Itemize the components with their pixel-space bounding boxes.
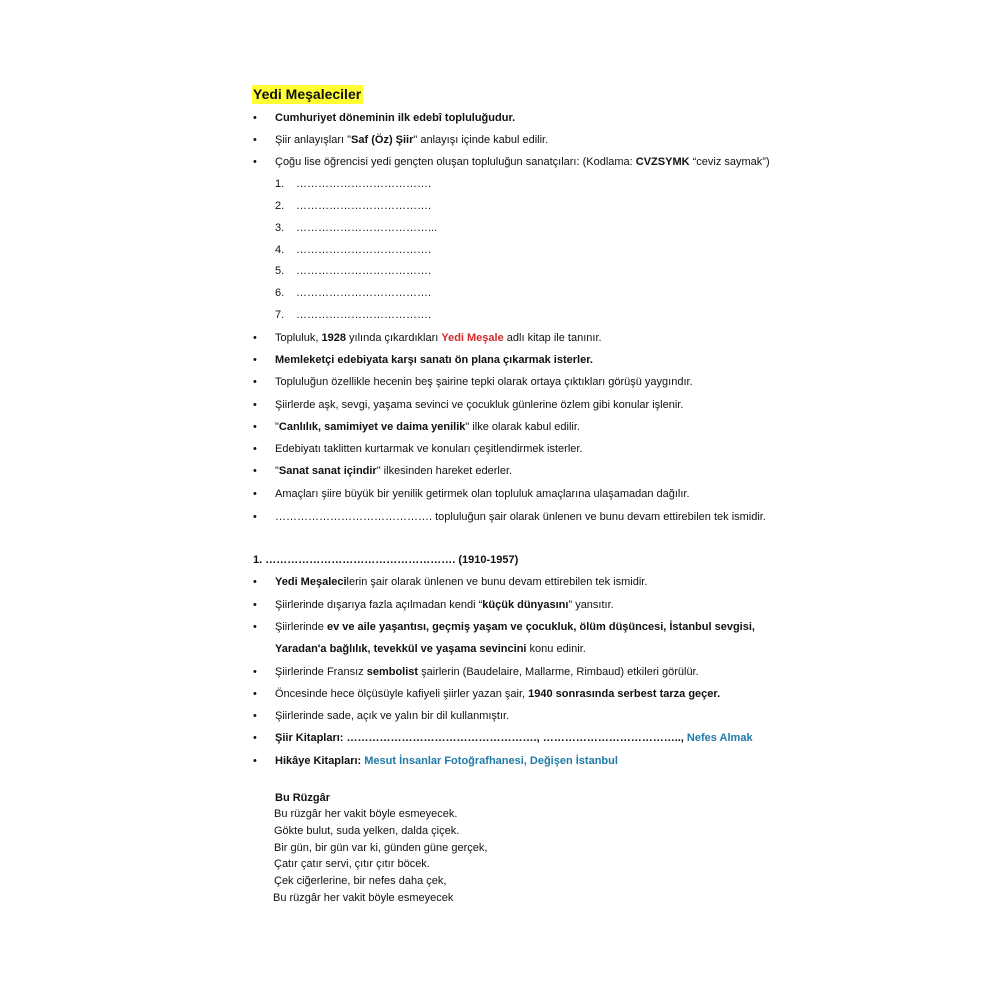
poem-line: Bu rüzgâr her vakit böyle esmeyecek. bbox=[274, 808, 458, 820]
bullet-icon: • bbox=[253, 488, 257, 500]
bullet-icon: • bbox=[253, 134, 257, 146]
list-item: • Topluluk, 1928 yılında çıkardıkları Yedi Meşale adlı kitap ile tanınır. bbox=[253, 332, 602, 344]
numbered-item: 5. ………………………………. bbox=[275, 265, 432, 277]
list-item: • Şiirlerinde dışarıya fazla açılmadan kendi “küçük dünyasını” yansıtır. bbox=[253, 599, 614, 611]
poem-line: Çatır çatır servi, çıtır çıtır böcek. bbox=[274, 858, 430, 870]
bullet-icon: • bbox=[253, 755, 257, 767]
list-item: • ……………………………………. topluluğun şair olarak ünlenen ve bunu devam ettirebilen tek ismidir. bbox=[253, 511, 766, 523]
bullet-icon: • bbox=[253, 112, 257, 124]
poem-line: Bir gün, bir gün var ki, günden güne gerçek, bbox=[274, 842, 488, 854]
list-item: • Şiirlerinde ev ve aile yaşantısı, geçmiş yaşam ve çocukluk, ölüm düşüncesi, İstanbul sevgisi, bbox=[253, 621, 755, 633]
list-item: • Şiirlerinde sade, açık ve yalın bir dil kullanmıştır. bbox=[253, 710, 510, 722]
list-item: • Yedi Meşalecilerin şair olarak ünlenen ve bunu devam ettirebilen tek ismidir. bbox=[253, 576, 648, 588]
list-item: • Çoğu lise öğrencisi yedi gençten oluşan topluluğun sanatçıları: (Kodlama: CVZSYMK “ceviz saymak”) bbox=[253, 156, 770, 168]
list-item: • Topluluğun özellikle hecenin beş şairine tepki olarak ortaya çıktıkları görüşü yaygındır. bbox=[253, 376, 693, 388]
bullet-icon: • bbox=[253, 354, 257, 366]
numbered-item: 1. ………………………………. bbox=[275, 178, 432, 190]
bullet-icon: • bbox=[253, 710, 257, 722]
list-item: • Şiirlerde aşk, sevgi, yaşama sevinci ve çocukluk günlerine özlem gibi konular işlenir. bbox=[253, 399, 684, 411]
numbered-item: 6. ………………………………. bbox=[275, 287, 432, 299]
numbered-item: 2. ………………………………. bbox=[275, 200, 432, 212]
numbered-item: 7. ………………………………. bbox=[275, 309, 432, 321]
list-item: • Amaçları şiire büyük bir yenilik getirmek olan topluluk amaçlarına ulaşamadan dağılır. bbox=[253, 488, 690, 500]
bullet-icon: • bbox=[253, 332, 257, 344]
bullet-icon: • bbox=[253, 399, 257, 411]
bullet-icon: • bbox=[253, 666, 257, 678]
poem-line: Bu rüzgâr her vakit böyle esmeyecek bbox=[273, 892, 454, 904]
bullet-icon: • bbox=[253, 732, 257, 744]
poem-line: Gökte bulut, suda yelken, dalda çiçek. bbox=[274, 825, 460, 837]
poem-line: Çek ciğerlerine, bir nefes daha çek, bbox=[274, 875, 447, 887]
numbered-item: 3. ………………………………... bbox=[275, 222, 438, 234]
bullet-icon: • bbox=[253, 621, 257, 633]
bullet-icon: • bbox=[253, 599, 257, 611]
list-item: • Edebiyatı taklitten kurtarmak ve konuları çeşitlendirmek isterler. bbox=[253, 443, 583, 455]
bullet-icon: • bbox=[253, 443, 257, 455]
list-item: • "Sanat sanat içindir" ilkesinden hareket ederler. bbox=[253, 465, 513, 477]
list-item-continuation: Yaradan'a bağlılık, tevekkül ve yaşama sevincini konu edinir. bbox=[275, 643, 586, 655]
list-item: • Şiir Kitapları: ……………………………………………., ……………………………….., Nefes Almak bbox=[253, 732, 753, 744]
bullet-icon: • bbox=[253, 421, 257, 433]
bullet-icon: • bbox=[253, 156, 257, 168]
section-heading: 1. ……………………………………………. (1910-1957) bbox=[253, 554, 519, 566]
list-item: • Hikâye Kitapları: Mesut İnsanlar Fotoğrafhanesi, Değişen İstanbul bbox=[253, 755, 618, 767]
bullet-icon: • bbox=[253, 376, 257, 388]
list-item: • Öncesinde hece ölçüsüyle kafiyeli şiirler yazan şair, 1940 sonrasında serbest tarza geçer. bbox=[253, 688, 721, 700]
numbered-item: 4. ………………………………. bbox=[275, 244, 432, 256]
list-item: • Memleketçi edebiyata karşı sanatı ön plana çıkarmak isterler. bbox=[253, 354, 593, 366]
bullet-icon: • bbox=[253, 576, 257, 588]
list-item: • Şiirlerinde Fransız sembolist şairlerin (Baudelaire, Mallarme, Rimbaud) etkileri görülür. bbox=[253, 666, 699, 678]
bullet-icon: • bbox=[253, 465, 257, 477]
bullet-icon: • bbox=[253, 511, 257, 523]
poem-title: Bu Rüzgâr bbox=[275, 792, 330, 804]
list-item: • Şiir anlayışları "Saf (Öz) Şiir" anlayışı içinde kabul edilir. bbox=[253, 134, 549, 146]
list-item: • "Canlılık, samimiyet ve daima yenilik" ilke olarak kabul edilir. bbox=[253, 421, 580, 433]
list-item: • Cumhuriyet döneminin ilk edebî topluluğudur. bbox=[253, 112, 516, 124]
page-title: Yedi Meşaleciler bbox=[253, 86, 362, 102]
bullet-icon: • bbox=[253, 688, 257, 700]
